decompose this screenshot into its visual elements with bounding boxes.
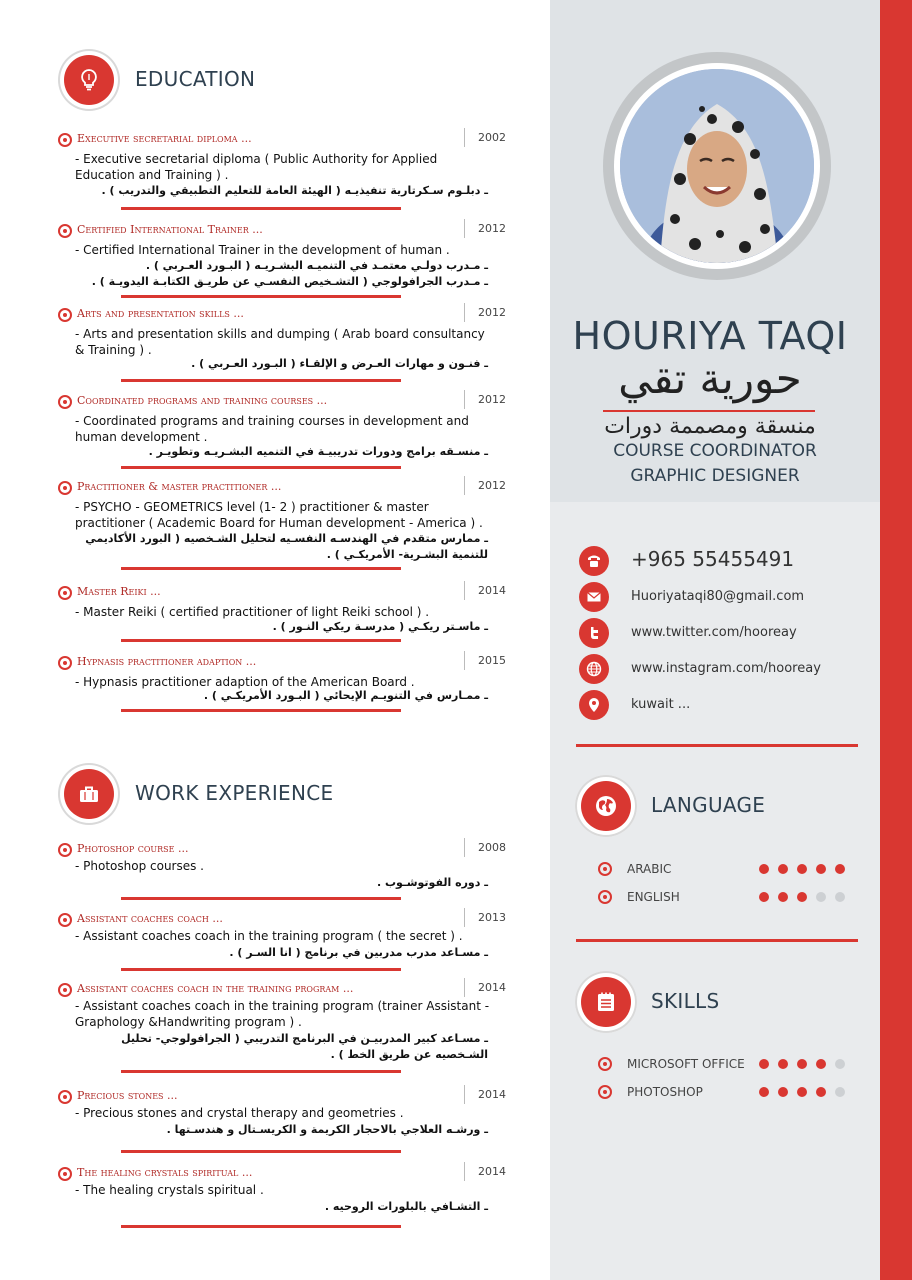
contact-twitter (579, 618, 869, 648)
language-section-icon (575, 775, 637, 837)
entry-title: Arts and presentation skills ... (77, 307, 244, 320)
entry-description: - Master Reiki ( certified practitioner of light Reiki school ) . (75, 605, 430, 619)
rating-dot-filled (797, 1087, 807, 1097)
target-bullet-icon (58, 133, 72, 147)
skills-title: SKILLS (651, 989, 720, 1013)
phone-icon (586, 553, 602, 569)
entry-underline (121, 207, 401, 210)
language-item (598, 889, 848, 905)
work-entry (58, 1165, 508, 1227)
rating-dot-filled (759, 1059, 769, 1069)
entry-underline (121, 379, 401, 382)
entry-description-ar: ـ ماسـتر ريكـي ( مدرسـة ريكي النـور ) . (272, 620, 488, 633)
rating-dot-filled (778, 1087, 788, 1097)
entry-underline (121, 466, 401, 469)
rating-dot-filled (778, 1059, 788, 1069)
entry-title: Precious stones ... (77, 1089, 178, 1102)
contact-email (579, 582, 869, 612)
work-entry (58, 1088, 508, 1150)
entry-year: 2014 (464, 1162, 506, 1181)
education-entry (58, 479, 508, 574)
entry-year: 2012 (464, 476, 506, 495)
avatar (620, 69, 814, 263)
world-map-icon (594, 794, 618, 818)
entry-description: - Assistant coaches coach in the training program (trainer Assistant - Graphology &Handwriting program ) . (75, 999, 490, 1029)
target-bullet-icon (58, 1090, 72, 1104)
skill-item (598, 1056, 848, 1072)
target-bullet-icon (58, 481, 72, 495)
name-divider (603, 410, 815, 412)
entry-description: - PSYCHO - GEOMETRICS level (1- 2 ) practitioner & master practitioner ( Academic Board for Human development - America ) . (75, 500, 483, 530)
entry-title: Assistant coaches coach ... (77, 912, 223, 925)
location: kuwait ... (631, 697, 691, 712)
rating-dot-filled (797, 864, 807, 874)
entry-title: The healing crystals spiritual ... (77, 1166, 253, 1179)
education-entry (58, 584, 508, 646)
rating-dot-filled (797, 892, 807, 902)
entry-underline (121, 709, 401, 712)
target-bullet-icon (58, 586, 72, 600)
skill-item (598, 1084, 848, 1100)
location-pin-icon (586, 697, 602, 713)
role-course-coordinator: COURSE COORDINATOR (613, 441, 817, 461)
rating-dot-filled (778, 892, 788, 902)
education-entry (58, 654, 508, 716)
entry-description-ar: ـ ممارس متقدم في الهندسـه النفسـيه لتحليل الشـخصيه ( البورد الأكاديمي للتنمية البشـرية- الأمريكـي ) . (85, 532, 488, 561)
entry-year: 2014 (464, 1085, 506, 1104)
rating-dot-filled (835, 864, 845, 874)
entry-description-ar: ـ مـدرب دولـي معتمـد في التنميـه البشـريـه ( البـورد العـربي ) . (145, 259, 488, 272)
entry-underline (121, 295, 401, 298)
entry-description-ar: ـ ورشـه العلاجي بالاحجار الكريمة و الكريسـتال و هندسـتها . (166, 1123, 488, 1136)
target-bullet-icon (58, 224, 72, 238)
rating-dot-filled (778, 864, 788, 874)
entry-title: Certified International Trainer ... (77, 223, 263, 236)
entry-description: - Executive secretarial diploma ( Public Authority for Applied Education and Training ) . (75, 152, 438, 182)
work-title: WORK EXPERIENCE (135, 781, 334, 805)
entry-description: - Coordinated programs and training courses in development and human development . (75, 414, 469, 444)
rating-dot-filled (759, 892, 769, 902)
language-name: ARABIC (627, 862, 672, 876)
instagram-link[interactable]: www.instagram.com/hooreay (631, 661, 821, 676)
target-bullet-icon (58, 843, 72, 857)
education-entry (58, 306, 508, 386)
section-divider (576, 939, 858, 942)
entry-description: - Certified International Trainer in the development of human . (75, 243, 450, 257)
language-title: LANGUAGE (651, 793, 766, 817)
education-entry (58, 131, 508, 215)
entry-year: 2012 (464, 219, 506, 238)
entry-underline (121, 1150, 401, 1153)
rating-dot-filled (759, 1087, 769, 1097)
name-arabic: حورية تقي (618, 354, 802, 403)
contact-instagram (579, 654, 869, 684)
entry-description-ar: ـ مسـاعد مدرب مدربين في برنامج ( انا السـر ) . (229, 946, 488, 959)
entry-underline (121, 1225, 401, 1228)
role-graphic-designer: GRAPHIC DESIGNER (630, 466, 800, 486)
skill-name: PHOTOSHOP (627, 1085, 703, 1099)
entry-underline (121, 1070, 401, 1073)
entry-title: Coordinated programs and training courses ... (77, 394, 328, 407)
entry-title: Assistant coaches coach in the training program ... (77, 982, 354, 995)
entry-description-ar: ـ دبلـوم سـكرتارية تنفيذيـه ( الهيئة العامة للتعليم التطبيقي والتدريب ) . (101, 184, 488, 197)
entry-underline (121, 968, 401, 971)
entry-title: Photoshop course ... (77, 842, 189, 855)
phone-number: +965 55455491 (631, 547, 795, 571)
accent-stripe (880, 0, 912, 1280)
entry-description: - Photoshop courses . (75, 859, 204, 873)
entry-description: - The healing crystals spiritual . (75, 1183, 264, 1197)
work-section-icon (58, 763, 120, 825)
entry-title: Master Reiki ... (77, 585, 161, 598)
education-section-icon (58, 49, 120, 111)
skills-section-icon (575, 971, 637, 1033)
globe-icon (586, 661, 602, 677)
rating-dot-filled (816, 1087, 826, 1097)
briefcase-icon (77, 782, 101, 806)
entry-year: 2012 (464, 303, 506, 322)
entry-description-ar: ـ مـدرب الجرافولوجي ( التشـخيص النفسـي عن طريـق الكتابـة اليدويـة ) . (91, 275, 488, 288)
entry-year: 2008 (464, 838, 506, 857)
contact-phone (579, 546, 869, 576)
education-entry (58, 222, 508, 302)
role-arabic: منسقة ومصممة دورات (604, 414, 816, 439)
rating-dot-empty (835, 892, 845, 902)
email-icon (586, 589, 602, 605)
target-bullet-icon (58, 656, 72, 670)
entry-description: - Arts and presentation skills and dumping ( Arab board consultancy & Training ) . (75, 327, 485, 357)
work-entry (58, 911, 508, 973)
entry-description-ar: ـ مسـاعد كبير المدربيـن في البرنامج التدريبي ( الجرافولوجي- تحليل الشـخصيه عن طريق الخط ) . (121, 1032, 488, 1061)
target-bullet-icon (598, 890, 612, 904)
rating-dot-filled (816, 1059, 826, 1069)
rating-dot-empty (835, 1059, 845, 1069)
entry-year: 2012 (464, 390, 506, 409)
entry-year: 2013 (464, 908, 506, 927)
education-entry (58, 393, 508, 473)
skill-name: MICROSOFT OFFICE (627, 1057, 745, 1071)
twitter-icon (586, 625, 602, 641)
notepad-icon (594, 990, 618, 1014)
rating-dot-filled (759, 864, 769, 874)
lightbulb-icon (77, 68, 101, 92)
entry-description: - Hypnasis practitioner adaption of the American Board . (75, 675, 415, 689)
target-bullet-icon (58, 308, 72, 322)
target-bullet-icon (598, 1057, 612, 1071)
rating-dot-empty (816, 892, 826, 902)
entry-title: Practitioner & master practitioner ... (77, 480, 282, 493)
entry-description: - Precious stones and crystal therapy and geometries . (75, 1106, 404, 1120)
profile-photo-frame (603, 52, 831, 280)
entry-year: 2014 (464, 978, 506, 997)
target-bullet-icon (598, 1085, 612, 1099)
education-title: EDUCATION (135, 67, 256, 91)
work-entry (58, 841, 508, 903)
entry-description-ar: ـ ممـارس في التنويـم الإيحائي ( البـورد الأمريكـي ) . (203, 689, 488, 702)
entry-title: Executive secretarial diploma ... (77, 132, 252, 145)
entry-description-ar: ـ التشـافي بالبلورات الروحيه . (324, 1200, 488, 1213)
name-english: HOURIYA TAQI (572, 314, 848, 358)
entry-description-ar: ـ منسـقه برامج ودورات تدريبيـة في التنميه البشـريـه وتطويـر . (148, 445, 488, 458)
target-bullet-icon (58, 983, 72, 997)
target-bullet-icon (58, 1167, 72, 1181)
entry-underline (121, 639, 401, 642)
rating-dot-filled (816, 864, 826, 874)
work-entry (58, 981, 508, 1077)
target-bullet-icon (58, 913, 72, 927)
target-bullet-icon (598, 862, 612, 876)
contact-location (579, 690, 869, 720)
language-item (598, 861, 848, 877)
entry-underline (121, 567, 401, 570)
section-divider (576, 744, 858, 747)
entry-year: 2015 (464, 651, 506, 670)
language-name: ENGLISH (627, 890, 680, 904)
twitter-link[interactable]: www.twitter.com/hooreay (631, 625, 797, 640)
entry-title: Hypnasis practitioner adaption ... (77, 655, 257, 668)
entry-description: - Assistant coaches coach in the training program ( the secret ) . (75, 929, 463, 943)
entry-description-ar: ـ دوره الفوتوشـوب . (376, 876, 488, 889)
target-bullet-icon (58, 395, 72, 409)
rating-dot-empty (835, 1087, 845, 1097)
entry-underline (121, 897, 401, 900)
entry-year: 2014 (464, 581, 506, 600)
entry-description-ar: ـ فنـون و مهارات العـرض و الإلقـاء ( البـورد العـربي ) . (191, 357, 488, 370)
rating-dot-filled (797, 1059, 807, 1069)
entry-year: 2002 (464, 128, 506, 147)
email-address[interactable]: Huoriyataqi80@gmail.com (631, 589, 805, 604)
